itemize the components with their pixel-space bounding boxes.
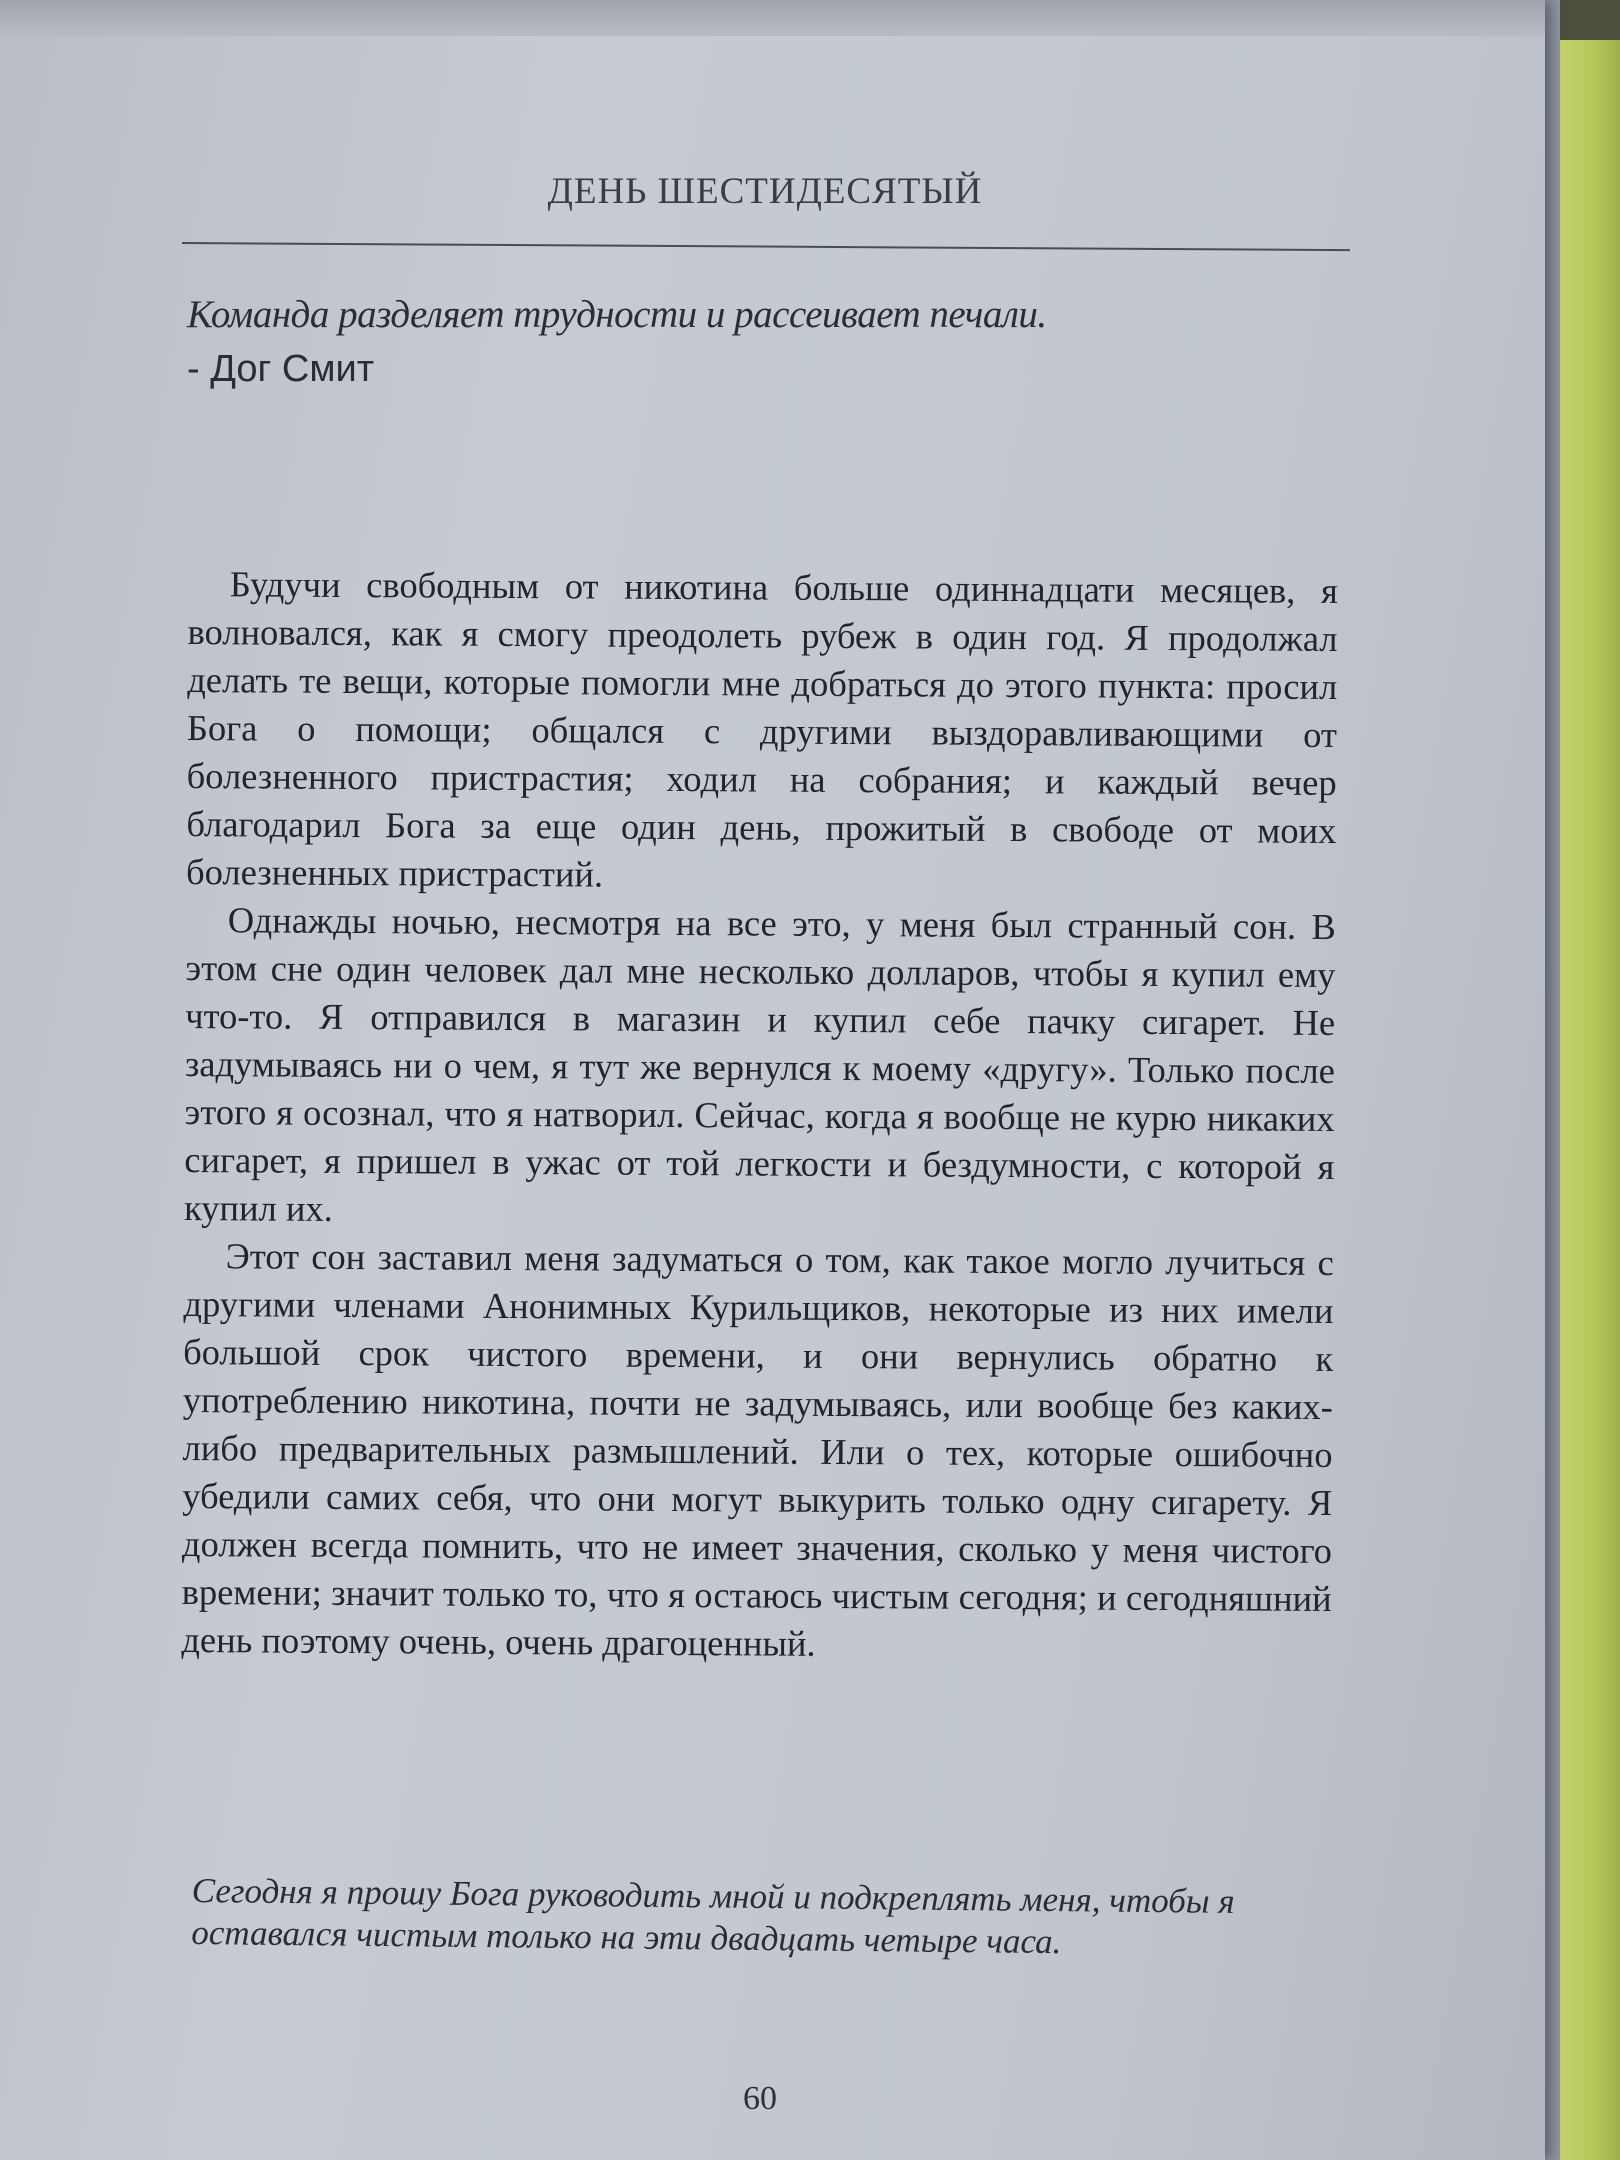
epigraph-author: - Дог Смит — [187, 347, 375, 390]
page-top-edge — [0, 0, 1545, 36]
running-head: ДЕНЬ ШЕСТИДЕСЯТЫЙ — [547, 171, 983, 212]
epigraph — [187, 292, 1287, 394]
paragraph-3: Этот сон заставил меня задуматься о том, как такое могло лучиться с другими членами Анонимных Курильщиков, некоторые из них имели большой срок чистого времени, и они вернулись обратно к употреблению никотина, почти не задумываясь, или вообще без каких-либо предварительных размышлений. Или о тех, которые ошибочно убедили самих себя, что они могут выкурить только одну сигарету. Я должен всегда помнить, что не имеет значения, сколько у меня чистого времени; значит только то, что я остаюсь чистым сегодня; и сегодняшний день поэтому очень, очень драгоценный. — [181, 1235, 1334, 1664]
paragraph-1: Будучи свободным от никотина больше одиннадцати месяцев, я волновался, как я смогу преодолеть рубеж в один год. Я продолжал делать те вещи, которые помогли мне добраться до этого пункта: просил Бога о помощи; общался с другими выздоравливающими от болезненного пристрастия; ходил на собрания; и каждый вечер благодарил Бога за еще один день, прожитый в свободе от моих болезненных пристрастий. — [185, 563, 1338, 895]
page-number: 60 — [743, 2080, 777, 2117]
body-text — [181, 560, 1338, 1671]
closing-meditation: Сегодня я прошу Бога руководить мной и подкреплять меня, чтобы я оставался чистым только на эти двадцать четыре часа. — [191, 1871, 1235, 1962]
green-book-edge — [1550, 40, 1620, 2160]
epigraph-quote: Команда разделяет трудности и рассеивает печали. — [187, 293, 1047, 336]
paragraph-2: Однажды ночью, несмотря на все это, у меня был странный сон. В этом сне один человек дал мне несколько долларов, чтобы я купил ему что-то. Я отправился в магазин и купил себе пачку сигарет. Не задумываясь ни о чем, я тут же вернулся к моему «другу». Только после этого я осознал, что я натворил. Сейчас, когда я вообще не курю никаких сигарет, я пришел в ужас от той легкости и бездумности, с которой я купил их. — [183, 899, 1336, 1229]
header-rule — [182, 242, 1350, 251]
